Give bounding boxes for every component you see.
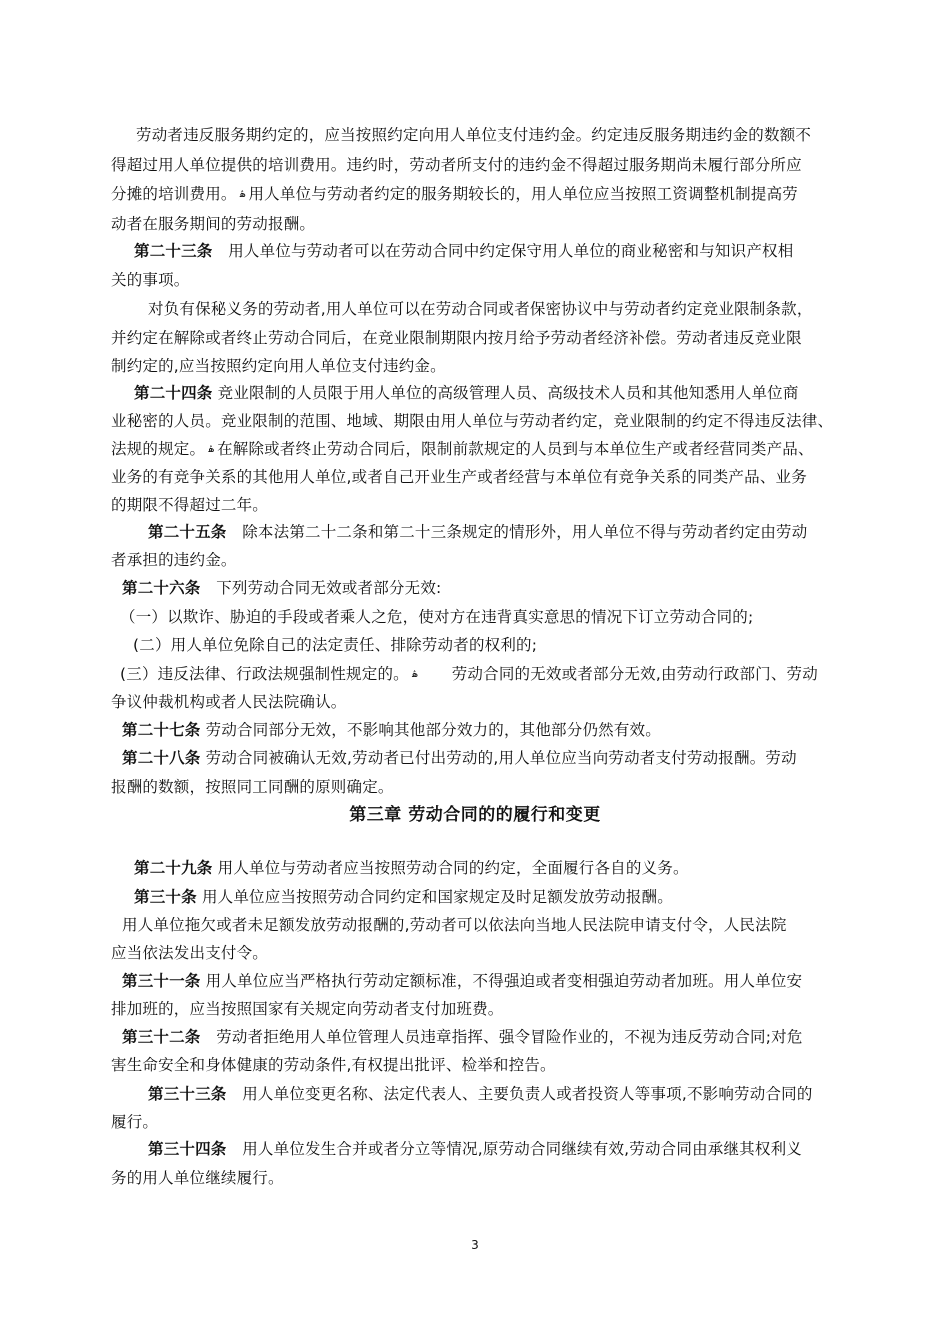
paragraph-line: 制约定的,应当按照约定向用人单位支付违约金。 [111,357,446,375]
article-title: 第三十条 [134,888,197,906]
article-title: 第二十六条 [122,579,201,597]
article-text: 除本法第二十二条和第二十三条规定的情形外，用人单位不得与劳动者约定由劳动 [226,523,808,541]
article-28 [122,748,797,768]
article-text: 用人单位与劳动者应当按照劳动合同的约定，全面履行各自的义务。 [212,859,689,877]
paragraph-line [111,439,814,460]
article-33 [148,1084,813,1104]
article-text: 劳动者拒绝用人单位管理人员违章指挥、强令冒险作业的，不视为违反劳动合同;对危 [200,1028,803,1046]
article-title: 第三十三条 [148,1085,227,1103]
paragraph-line: 务的用人单位继续履行。 [111,1169,284,1187]
paragraph-line: 应当依法发出支付令。 [111,944,269,962]
article-title: 第三十二条 [122,1028,201,1046]
paragraph-line: 排加班的，应当按照国家有关规定向劳动者支付加班费。 [111,1000,504,1018]
article-text: 下列劳动合同无效或者部分无效: [200,579,442,597]
paragraph-line: 并约定在解除或者终止劳动合同后，在竞业限制期限内按月给予劳动者经济补偿。劳动者违反竞业限 [111,329,802,347]
article-text: 劳动合同被确认无效,劳动者已付出劳动的,用人单位应当向劳动者支付劳动报酬。劳动 [200,749,797,767]
text-run: 用人单位与劳动者约定的服务期较长的，用人单位应当按照工资调整机制提高劳 [248,185,798,203]
page-number: 3 [471,1238,479,1252]
article-34 [148,1139,802,1159]
chapter-heading: 第三章 劳动合同的的履行和变更 [349,805,601,825]
article-title: 第二十七条 [122,721,201,739]
article-27 [122,720,661,740]
paragraph-line: 害生命安全和身体健康的劳动条件,有权提出批评、检举和控告。 [111,1056,556,1074]
article-text: 用人单位与劳动者可以在劳动合同中约定保守用人单位的商业秘密和与知识产权相 [212,242,794,260]
article-31 [122,971,802,991]
paragraph-mark-icon: ۿ [411,669,418,680]
text-run: 分摊的培训费用。 [111,185,237,203]
article-text: 用人单位应当严格执行劳动定额标准，不得强迫或者变相强迫劳动者加班。用人单位安 [200,972,803,990]
article-title: 第二十五条 [148,523,227,541]
article-32 [122,1027,803,1047]
paragraph-line: 业务的有竞争关系的其他用人单位,或者自己开业生产或者经营与本单位有竞争关系的同类产品、业务 [111,468,807,486]
article-text: 劳动合同部分无效，不影响其他部分效力的，其他部分仍然有效。 [200,721,661,739]
paragraph-line: 者承担的违约金。 [111,551,237,569]
paragraph-line: 关的事项。 [111,271,190,289]
article-29 [134,858,689,878]
article-title: 第二十九条 [134,859,213,877]
list-item [120,664,818,685]
article-25 [148,522,807,542]
list-item: （一）以欺诈、胁迫的手段或者乘人之危，使对方在违背真实意思的情况下订立劳动合同的; [120,608,754,626]
article-title: 第三十一条 [122,972,201,990]
paragraph-line: 报酬的数额，按照同工同酬的原则确定。 [111,778,394,796]
article-text: 竞业限制的人员限于用人单位的高级管理人员、高级技术人员和其他知悉用人单位商 [212,384,799,402]
text-run: 在解除或者终止劳动合同后，限制前款规定的人员到与本单位生产或者经营同类产品、 [217,440,814,458]
paragraph-line: 业秘密的人员。竞业限制的范围、地域、期限由用人单位与劳动者约定，竞业限制的约定不得违反法律、 [111,412,834,430]
paragraph-line: 履行。 [111,1113,159,1131]
list-item: (二）用人单位免除自己的法定责任、排除劳动者的权利的; [133,636,538,654]
paragraph-line: 得超过用人单位提供的培训费用。违约时，劳动者所支付的违约金不得超过服务期尚未履行部分所应 [111,156,802,174]
paragraph-line [111,184,798,205]
article-title: 第三十四条 [148,1140,227,1158]
paragraph-line: 用人单位拖欠或者未足额发放劳动报酬的,劳动者可以依法向当地人民法院申请支付令，人民法院 [122,916,787,934]
article-24 [134,383,799,403]
text-run: 法规的规定。 [111,440,206,458]
text-run: (三）违反法律、行政法规强制性规定的。 [120,665,409,683]
paragraph-line: 争议仲裁机构或者人民法院确认。 [111,693,347,711]
paragraph-line: 劳动者违反服务期约定的，应当按照约定向用人单位支付违约金。约定违反服务期违约金的数额不 [136,126,812,144]
paragraph-line: 的期限不得超过二年。 [111,496,269,514]
article-text: 用人单位发生合并或者分立等情况,原劳动合同继续有效,劳动合同由承继其权利义 [226,1140,802,1158]
article-text: 用人单位应当按照劳动合同约定和国家规定及时足额发放劳动报酬。 [196,888,673,906]
article-23 [134,241,793,261]
article-26 [122,578,441,598]
paragraph-line: 对负有保秘义务的劳动者,用人单位可以在劳动合同或者保密协议中与劳动者约定竞业限制条款， [148,300,813,318]
paragraph-line: 动者在服务期间的劳动报酬。 [111,215,316,233]
text-run: 劳动合同的无效或者部分无效,由劳动行政部门、劳动 [420,665,818,683]
article-text: 用人单位变更名称、法定代表人、主要负责人或者投资人等事项,不影响劳动合同的 [226,1085,813,1103]
article-title: 第二十八条 [122,749,201,767]
paragraph-mark-icon: ۿ [208,444,215,455]
paragraph-mark-icon: ۿ [239,189,246,200]
article-30 [134,887,673,907]
article-title: 第二十四条 [134,384,213,402]
article-title: 第二十三条 [134,242,213,260]
